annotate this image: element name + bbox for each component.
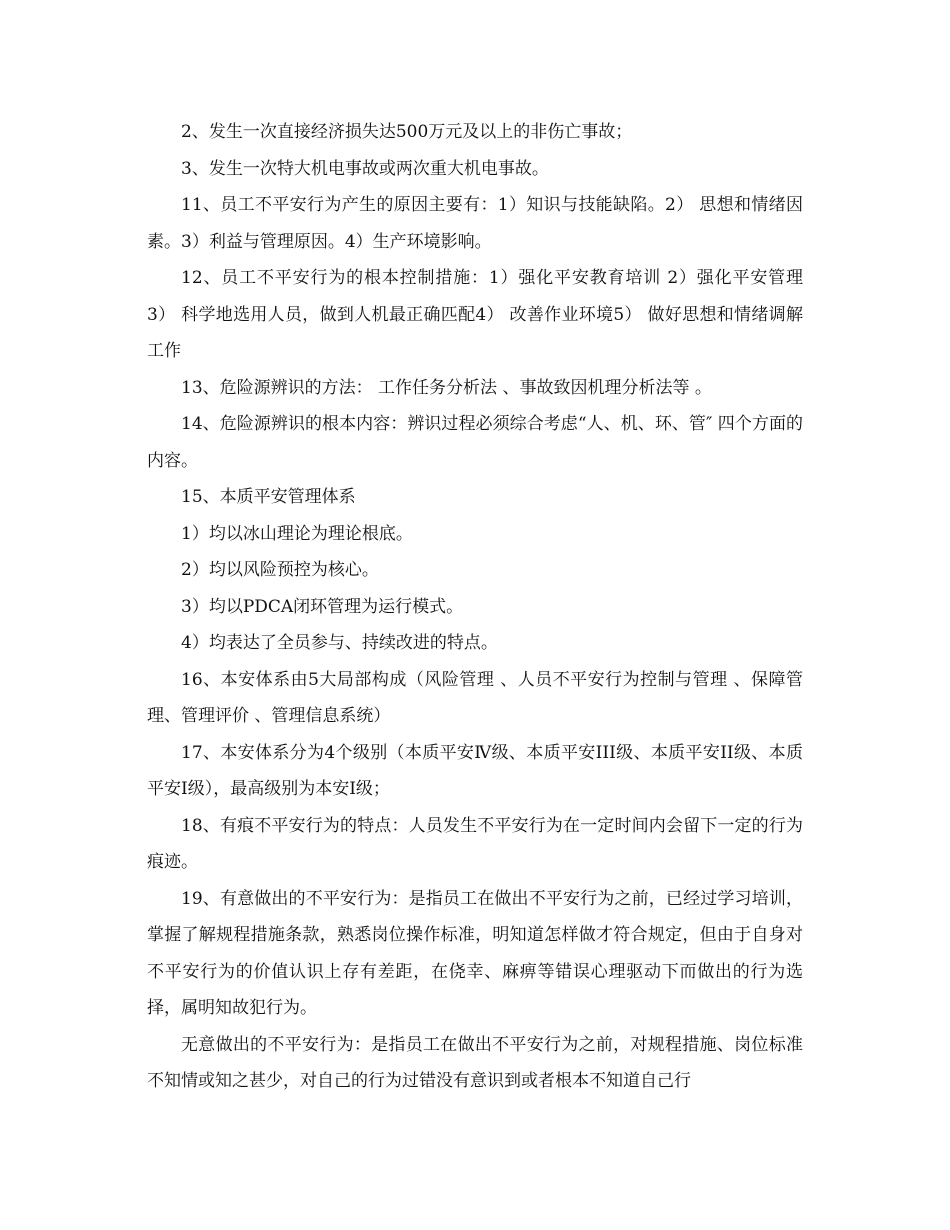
- paragraph-13: 13、危险源辨识的方法： 工作任务分析法 、事故致因机理分析法等 。: [181, 377, 712, 398]
- paragraph-15-point-2: 2）均以风险预控为核心。: [181, 560, 379, 580]
- paragraph-15-point-4: 4）均表达了全员参与、持续改进的特点。: [181, 633, 498, 653]
- paragraph-15-heading: 15、本质平安管理体系: [181, 487, 356, 507]
- paragraph-14: 14、危险源辨识的根本内容：辨识过程必须综合考虑“人、机、环、管″ 四个方面的内容。: [147, 414, 803, 471]
- paragraph-16: 16、本安体系由5大局部构成（风险管理 、人员不平安行为控制与管理 、保障管理、管理评价 、管理信息系统）: [147, 669, 803, 726]
- paragraph-15-point-1: 1）均以冰山理论为理论根底。: [181, 523, 413, 544]
- document-body: [147, 114, 803, 1100]
- paragraph-18: 18、有痕不平安行为的特点：人员发生不平安行为在一定时间内会留下一定的行为痕迹。: [147, 815, 803, 872]
- paragraph-12: 12、员工不平安行为的根本控制措施：1）强化平安教育培训 2）强化平安管理 3） 科学地选用人员，做到人机最正确匹配4） 改善作业环境5） 做好思想和情绪调解工作: [147, 268, 803, 361]
- paragraph-17: 17、本安体系分为4个级别（本质平安Ⅳ级、本质平安III级、本质平安II级、本质平安I级），最高级别为本安I级；: [147, 742, 803, 799]
- paragraph-19: 19、有意做出的不平安行为：是指员工在做出不平安行为之前，已经过学习培训，掌握了解规程措施条款，熟悉岗位操作标准，明知道怎样做才符合规定，但由于自身对不平安行为的价值认识上存有差距，在侥幸、麻痹等错误心理驱动下而做出的行为选择，属明知故犯行为。: [147, 888, 803, 1018]
- paragraph-item-3: 3、发生一次特大机电事故或两次重大机电事故。: [181, 158, 549, 179]
- paragraph-item-2: 2、发生一次直接经济损失达500万元及以上的非伤亡事故；: [181, 122, 633, 142]
- paragraph-15-point-3: 3）均以PDCA闭环管理为运行模式。: [181, 596, 464, 617]
- paragraph-11: 11、员工不平安行为产生的原因主要有：1）知识与技能缺陷。2） 思想和情绪因素。3）利益与管理原因。4）生产环境影响。: [147, 195, 803, 252]
- paragraph-unintentional: 无意做出的不平安行为：是指员工在做出不平安行为之前，对规程措施、岗位标准不知情或知之甚少，对自己的行为过错没有意识到或者根本不知道自己行: [147, 1034, 803, 1091]
